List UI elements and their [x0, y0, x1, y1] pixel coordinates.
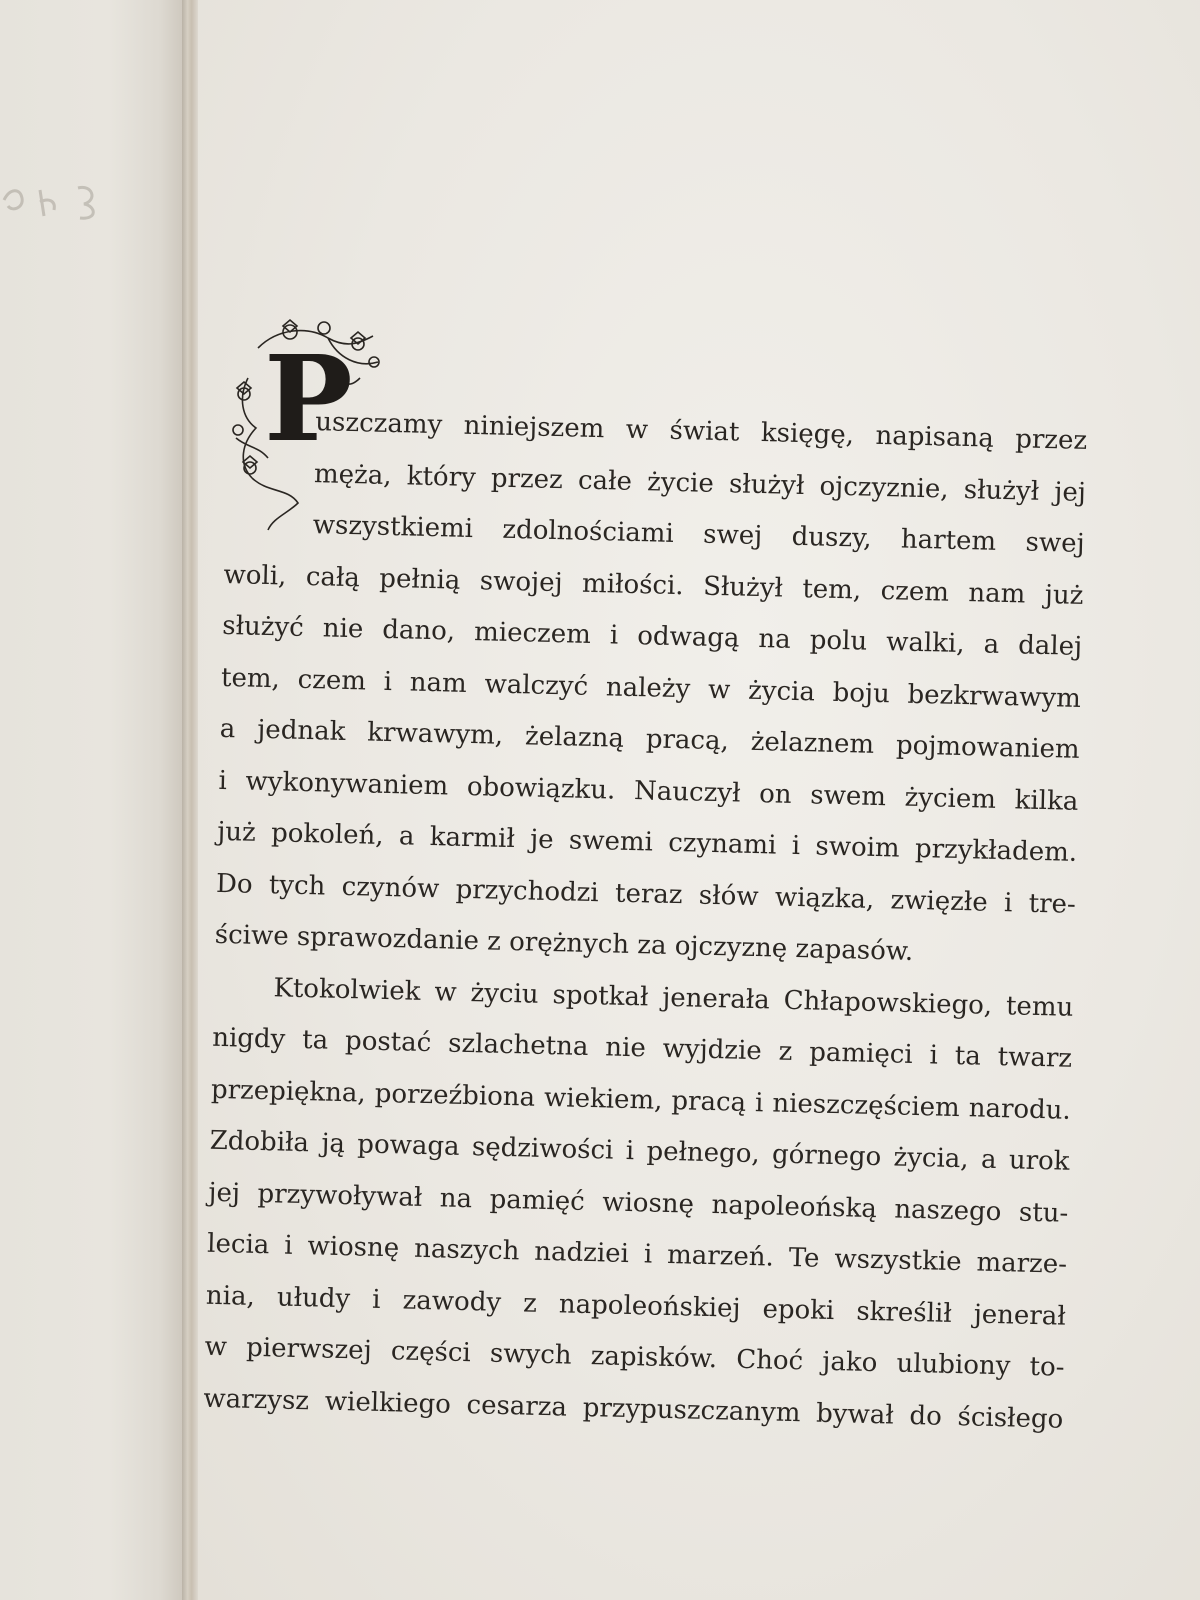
text-line: warzysz wielkiego cesarza przypuszczanym bywał do ścisłego	[203, 1383, 1064, 1435]
left-page	[0, 0, 182, 1600]
text-line: służyć nie dano, mieczem i odwagą na polu walki, a dalej	[221, 610, 1083, 662]
text-line: woli, całą pełnią swojej miłości. Służył tem, czem nam już	[223, 559, 1084, 611]
text-line: wszystkiemi zdolnościami swej duszy, hartem swej	[312, 510, 1085, 559]
text-line: w pierwszej części swych zapisków. Choć jako ulubiony to-	[204, 1331, 1065, 1383]
text-line: Do tych czynów przychodzi teraz słów wiązka, zwięzłe i tre-	[215, 868, 1077, 920]
text-line: przepiękna, porzeźbiona wiekiem, pracą i nieszczęściem narodu.	[210, 1074, 1072, 1126]
text-line: już pokoleń, a karmił je swemi czynami i swoim przykładem.	[216, 816, 1078, 868]
text-line: jej przywoływał na pamięć wiosnę napoleońską naszego stu-	[208, 1177, 1069, 1229]
book-gutter	[182, 0, 198, 1600]
text-line: nigdy ta postać szlachetna nie wyjdzie z pamięci i ta twarz	[211, 1022, 1073, 1074]
body-text	[203, 395, 1088, 1446]
right-page	[198, 0, 1200, 1600]
decorated-initial	[228, 318, 388, 533]
paragraph-2	[203, 961, 1074, 1445]
text-line: lecia i wiosnę naszych nadziei i marzeń. Te wszystkie marze-	[206, 1228, 1068, 1280]
text-line: Ktokolwiek w życiu spotkał jenerała Chłapowskiego, temu	[273, 972, 1074, 1023]
text-line: uszczamy niniejszem w świat księgę, napisaną przez	[314, 407, 1088, 456]
text-line: i wykonywaniem obowiązku. Nauczył on swem życiem kilka	[218, 765, 1079, 817]
text-line: ściwe sprawozdanie z orężnych za ojczyznę zapasów.	[214, 919, 914, 967]
text-line: tem, czem i nam walczyć należy w życia boju bezkrwawym	[220, 662, 1082, 714]
text-line: a jednak krwawym, żelazną pracą, żelaznem pojmowaniem	[219, 713, 1080, 765]
text-line: męża, który przez całe życie służył ojczyznie, służył jej	[313, 458, 1087, 508]
text-line: Zdobiła ją powaga sędziwości i pełnego, górnego życia, a urok	[209, 1125, 1070, 1177]
text-line: nia, ułudy i zawody z napoleońskiej epoki skreślił jenerał	[205, 1280, 1067, 1332]
drop-cap-letter: P	[264, 329, 353, 468]
pencil-mark	[0, 170, 110, 230]
